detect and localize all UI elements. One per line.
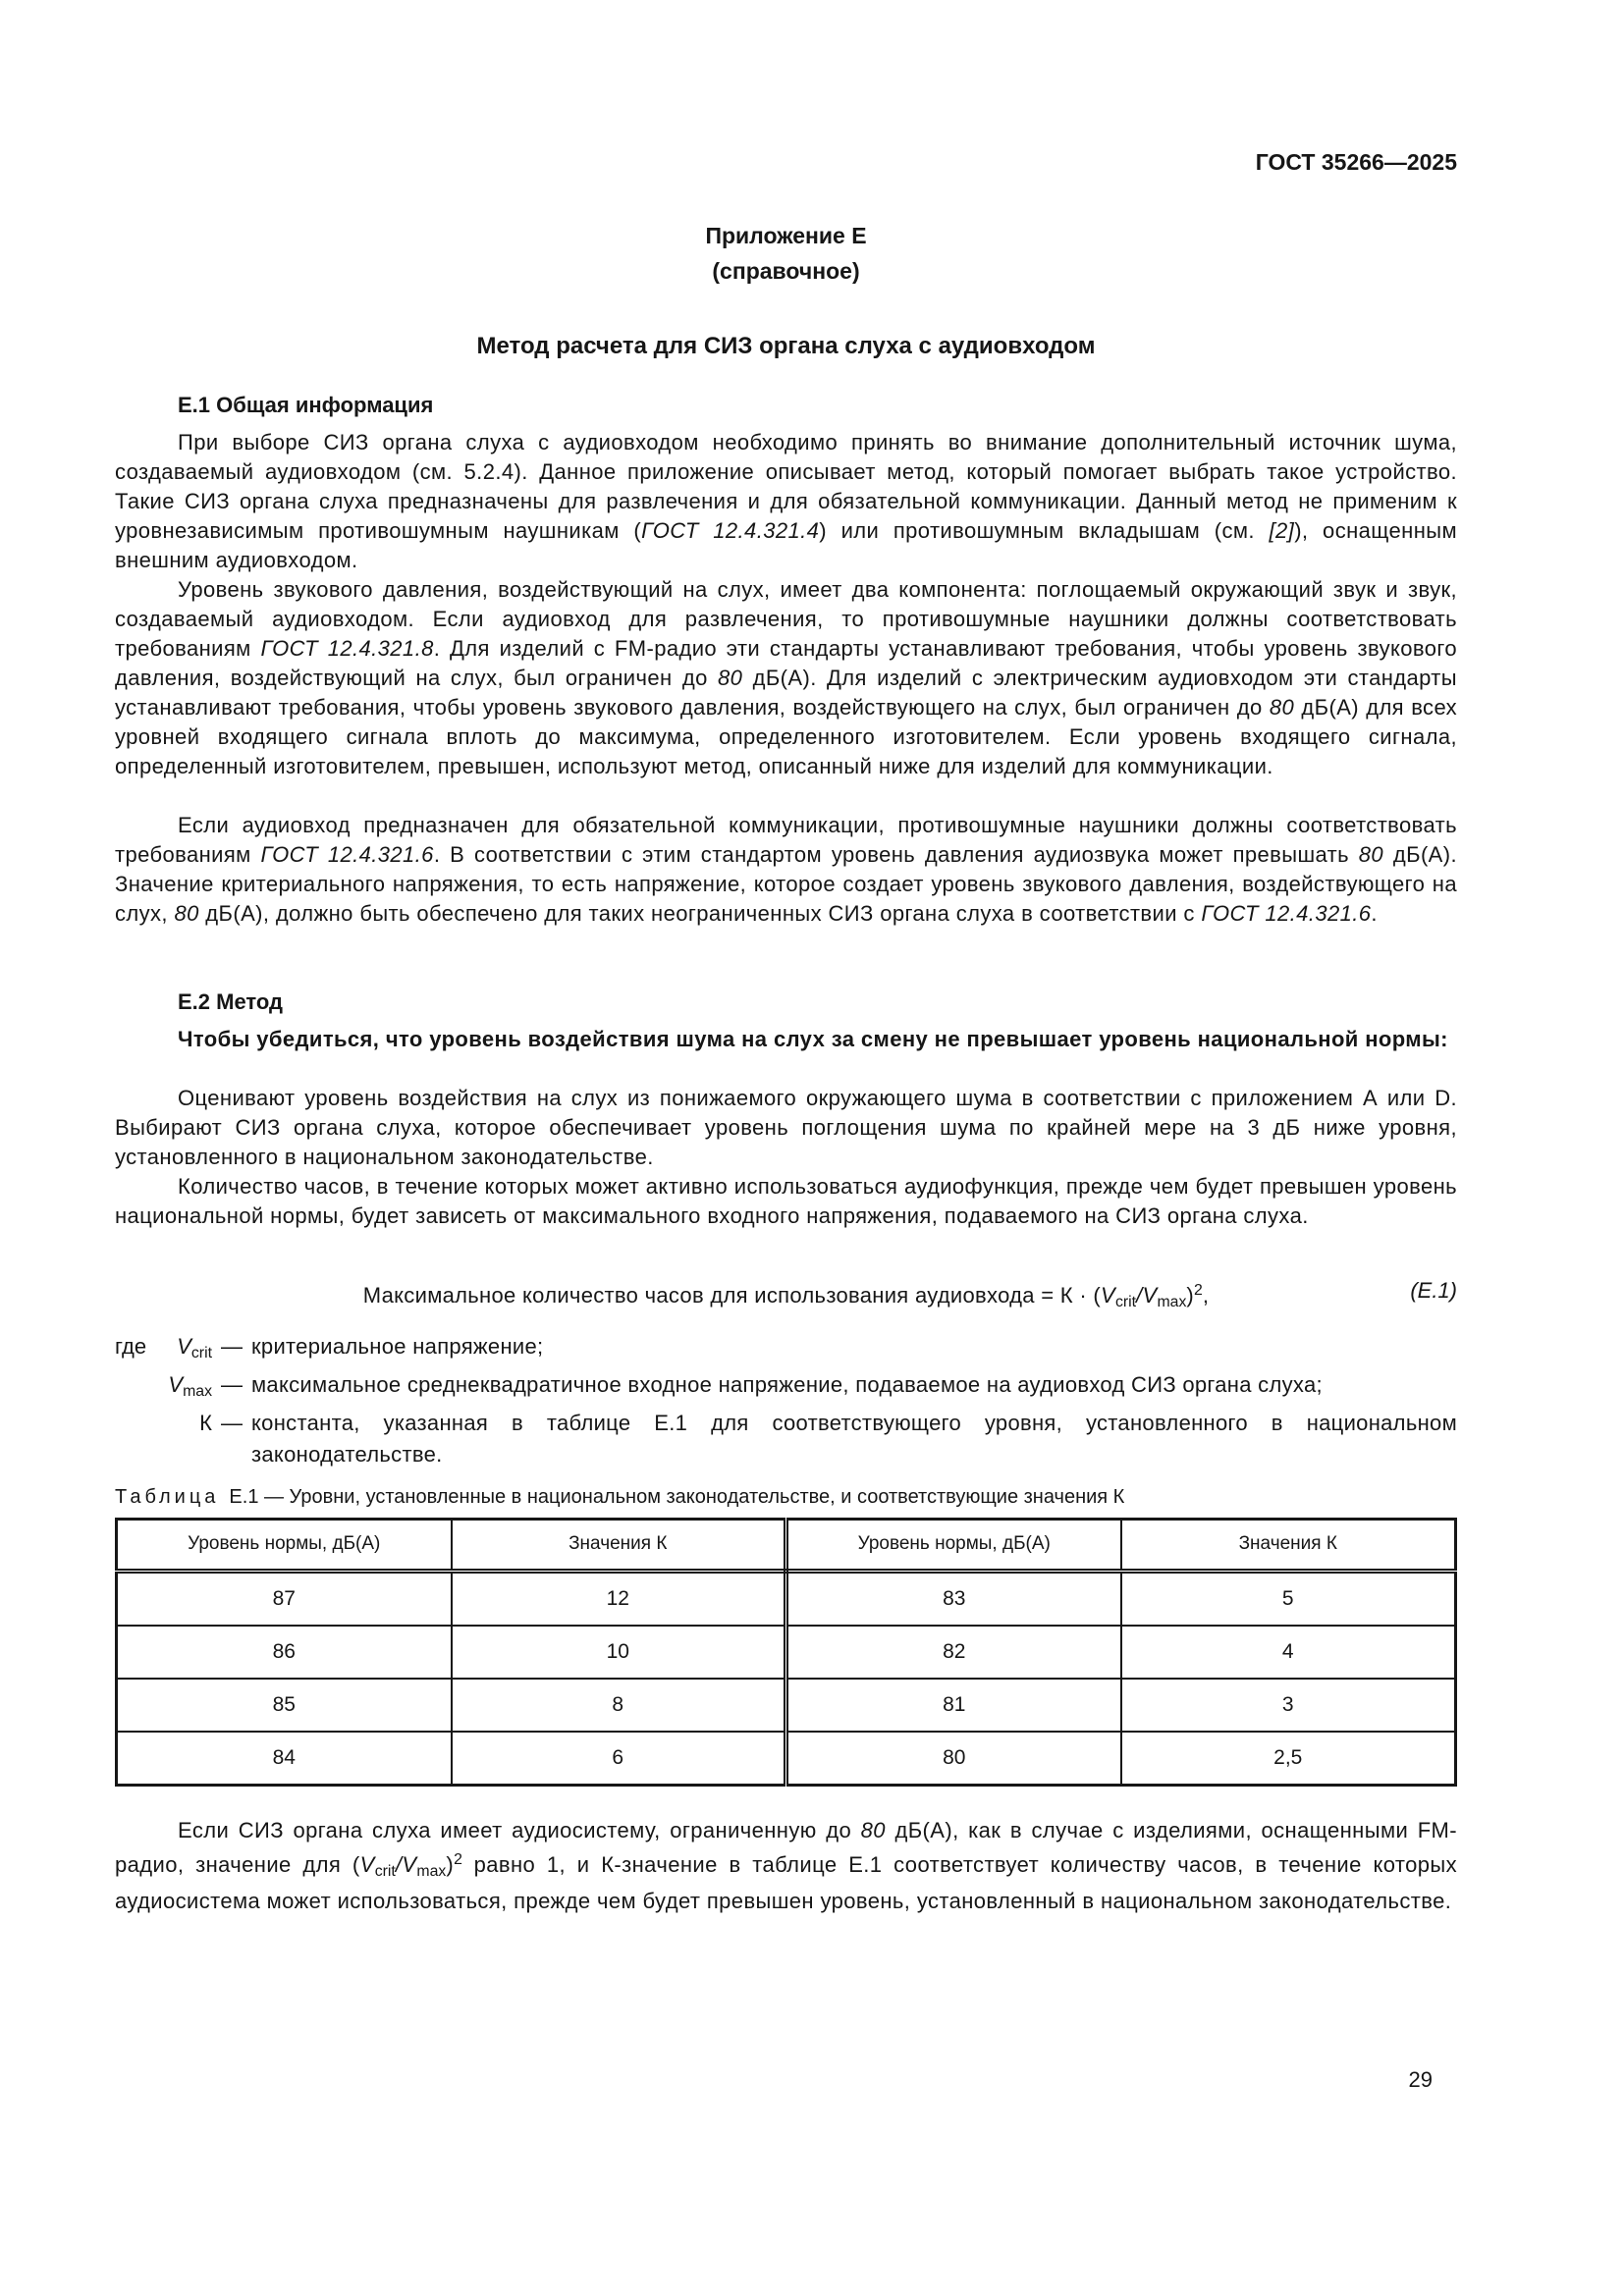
symbol-definitions [115,1331,1457,1470]
paragraph: Количество часов, в течение которых может активно использоваться аудиофункция, прежде чем будет превышен уровень национальной нормы, будет зависеть от максимального входного напряжения, подаваемого на СИЗ органа слуха. [115,1174,1457,1228]
annex-kind: (справочное) [712,258,860,284]
definition-text: максимальное среднеквадратичное входное напряжение, подаваемое на аудиовход СИЗ органа слуха; [251,1371,1323,1397]
paragraph: При выборе СИЗ органа слуха с аудиовходом необходимо принять во внимание дополнительный источник шума, создаваемый аудиовходом (см. 5.2.4). Данное приложение описывает метод, который помогает выбрать такое устройство. Такие СИЗ органа слуха предназначены для развлечения и для обязательной коммуникации. Данный метод не применим к уровнезависимым противошумным наушникам (ГОСТ 12.4.321.4) или противошумным вкладышам (см. [2]), оснащенным внешним аудиовходом. [115,430,1458,572]
table-cell: 10 [452,1626,786,1679]
table-caption-text: Е.1 — Уровни, установленные в национальном законодательстве, и соответствующие значения К [229,1485,1125,1508]
table-cell: 4 [1121,1626,1456,1679]
page-title: Метод расчета для СИЗ органа слуха с аудиовходом [476,333,1096,359]
table-header-cell: Значения К [1121,1519,1456,1571]
table-cell: 83 [786,1571,1121,1626]
section-heading-e1: Е.1 Общая информация [178,393,434,417]
page-number: 29 [1408,2067,1433,2092]
table-header-cell: Значения К [452,1519,786,1571]
table-cell: 3 [1121,1679,1456,1732]
table-cell: 5 [1121,1571,1456,1626]
formula-number: (Е.1) [1410,1278,1457,1303]
paragraph: Если СИЗ органа слуха имеет аудиосистему, ограниченную до 80 дБ(А), как в случае с изделиями, оснащенными FM-радио, значение для $(V_{crit}/V_{max})^2$ равно 1, и К-значение в таблице Е.1 соответствует количеству часов, в течение которых аудиосистема может использоваться, прежде чем будет превышен уровень, установленный в национальном законодательстве. [115,1817,1457,1913]
table-cell: 81 [786,1679,1121,1732]
table-e1 [115,1518,1457,1787]
definition-text: критериальное напряжение; [251,1334,544,1359]
definition-row [115,1369,1457,1408]
page-content [115,0,1457,1934]
definition-row [115,1408,1457,1470]
definition-lead: где [115,1334,147,1359]
formula-expression: Максимальное количество часов для использования аудиовхода = $К \cdot (V_{crit}/V_{max})^2$, [362,1282,1210,1310]
definition-term: $V_{crit}$ [177,1334,212,1362]
table-row [117,1571,1456,1626]
paragraph: Уровень звукового давления, воздействующий на слух, имеет два компонента: поглощаемый окружающий звук и звук, создаваемый аудиовходом. Если аудиовход для развлечения, то противошумные наушники должны соответствовать требованиям ГОСТ 12.4.321.8. Для изделий с FM-радио эти стандарты устанавливают требования, чтобы уровень звукового давления, воздействующий на слух, был ограничен до 80 дБ(А). Для изделий с электрическим аудиовходом эти стандарты устанавливают требования, чтобы уровень звукового давления, воздействующего на слух, был ограничен до 80 дБ(А) для всех уровней входящего сигнала вплоть до максимума, определенного изготовителем. Если уровень входящего сигнала, определенный изготовителем, превышен, используют метод, описанный ниже для изделий для коммуникации. [115,577,1458,778]
definition-dash: — [221,1371,243,1397]
section-heading-e2: Е.2 Метод [178,989,284,1014]
paragraph: Если аудиовход предназначен для обязательной коммуникации, противошумные наушники должны соответствовать требованиям ГОСТ 12.4.321.6. В соответствии с этим стандартом уровень давления аудиозвука может превышать 80 дБ(А). Значение критериального напряжения, то есть напряжение, которое создает уровень звукового давления, воздействующего на слух, 80 дБ(А), должно быть обеспечено для таких неограниченных СИЗ органа слуха в соответствии с ГОСТ 12.4.321.6. [115,813,1457,926]
table-caption [115,1484,1457,1510]
table-cell: 8 [452,1679,786,1732]
table-cell: 86 [117,1626,452,1679]
table-cell: 2,5 [1121,1732,1456,1786]
definition-row [115,1331,1457,1369]
definition-term: $V_{max}$ [168,1371,212,1400]
table-caption-word: Таблица [115,1485,220,1508]
table-header-cell: Уровень нормы, дБ(А) [117,1519,452,1571]
table-cell: 87 [117,1571,452,1626]
definition-text: константа, указанная в таблице Е.1 для соответствующего уровня, установленного в национальном законодательстве. [251,1410,1457,1467]
definition-dash: — [221,1410,243,1435]
table-header-row [117,1519,1456,1571]
paragraph: Оценивают уровень воздействия на слух из понижаемого окружающего шума в соответствии с приложением А или D. Выбирают СИЗ органа слуха, которое обеспечивает уровень поглощения шума по крайней мере на 3 дБ ниже уровня, установленного в национальном законодательстве. [115,1086,1457,1169]
annex-name: Приложение Е [705,223,867,248]
table-row [117,1679,1456,1732]
table-row [117,1626,1456,1679]
document-code: ГОСТ 35266—2025 [1255,149,1457,175]
table-cell: 12 [452,1571,786,1626]
table-cell: 6 [452,1732,786,1786]
table-cell: 80 [786,1732,1121,1786]
table-header-cell: Уровень нормы, дБ(А) [786,1519,1121,1571]
table-body [117,1571,1456,1785]
definition-dash: — [221,1334,243,1359]
table-cell: 84 [117,1732,452,1786]
annex-heading [115,218,1457,289]
table-row [117,1732,1456,1786]
table-header [117,1519,1456,1571]
table-cell: 85 [117,1679,452,1732]
table-cell: 82 [786,1626,1121,1679]
definition-term: К [199,1410,212,1435]
paragraph-bold: Чтобы убедиться, что уровень воздействия шума на слух за смену не превышает уровень национальной нормы: [178,1027,1448,1051]
formula-e1 [115,1274,1457,1308]
